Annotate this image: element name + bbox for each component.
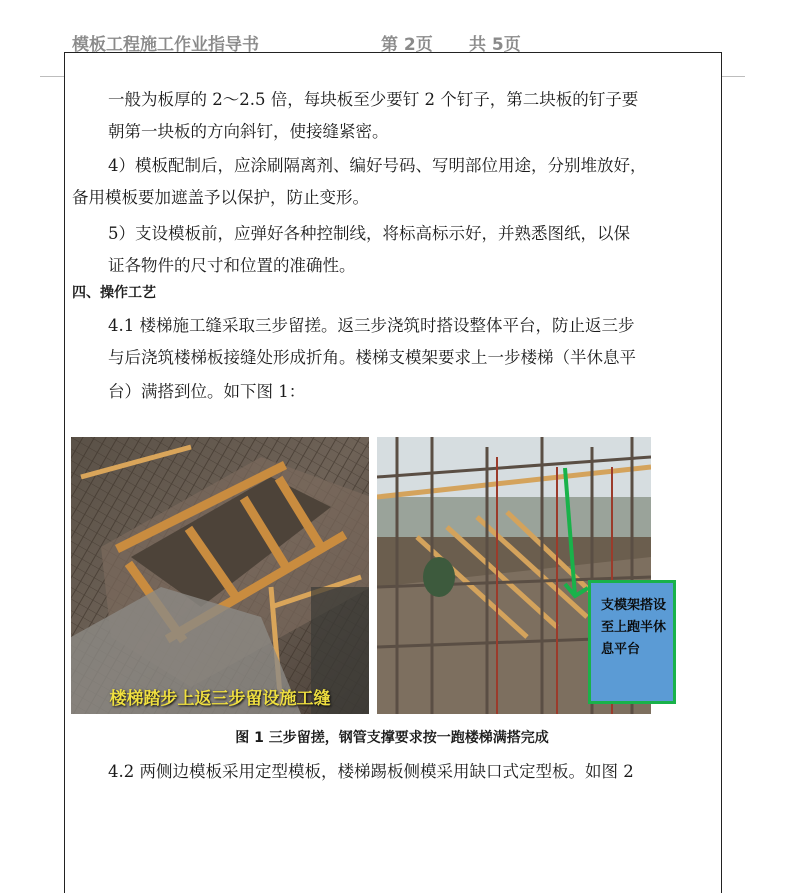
- stair-formwork-photo: [71, 437, 369, 714]
- paragraph-line: 朝第一块板的方向斜钉，使接缝紧密。: [108, 122, 389, 141]
- paragraph-line: 与后浇筑楼梯板接缝处形成折角。楼梯支模架要求上一步楼梯（半休息平: [108, 348, 636, 367]
- paragraph-line: 台）满搭到位。如下图 1：: [108, 382, 306, 401]
- page-number: 第 2页: [381, 35, 433, 55]
- figure-caption: 图 1 三步留搓，钢管支撑要求按一跑楼梯满搭完成: [235, 730, 549, 746]
- paragraph-line: 4.1 楼梯施工缝采取三步留搓。返三步浇筑时搭设整体平台，防止返三步: [108, 316, 635, 335]
- page-total: 共 5页: [469, 35, 521, 55]
- annotation-callout: 支模架搭设至上跑半休息平台: [588, 580, 676, 704]
- paragraph-line: 一般为板厚的 2～2.5 倍，每块板至少要钉 2 个钉子，第二块板的钉子要: [108, 90, 639, 109]
- paragraph-line: 4.2 两侧边模板采用定型模板，楼梯踢板侧模采用缺口式定型板。如图 2: [108, 762, 634, 781]
- document-title: 模板工程施工作业指导书: [72, 35, 259, 55]
- photo-caption: 楼梯踏步上返三步留设施工缝: [109, 689, 331, 709]
- paragraph-line: 备用模板要加遮盖予以保护，防止变形。: [72, 188, 369, 207]
- paragraph-line: 证各物件的尺寸和位置的准确性。: [108, 256, 356, 275]
- paragraph-line: 4）模板配制后，应涂刷隔离剂、编好号码、写明部位用途，分别堆放好，: [108, 156, 647, 175]
- crop-mark-right: [721, 76, 745, 77]
- crop-mark-left: [40, 76, 64, 77]
- section-title: 四、操作工艺: [72, 285, 156, 301]
- paragraph-line: 5）支设模板前，应弹好各种控制线，将标高标示好，并熟悉图纸，以保: [108, 224, 630, 243]
